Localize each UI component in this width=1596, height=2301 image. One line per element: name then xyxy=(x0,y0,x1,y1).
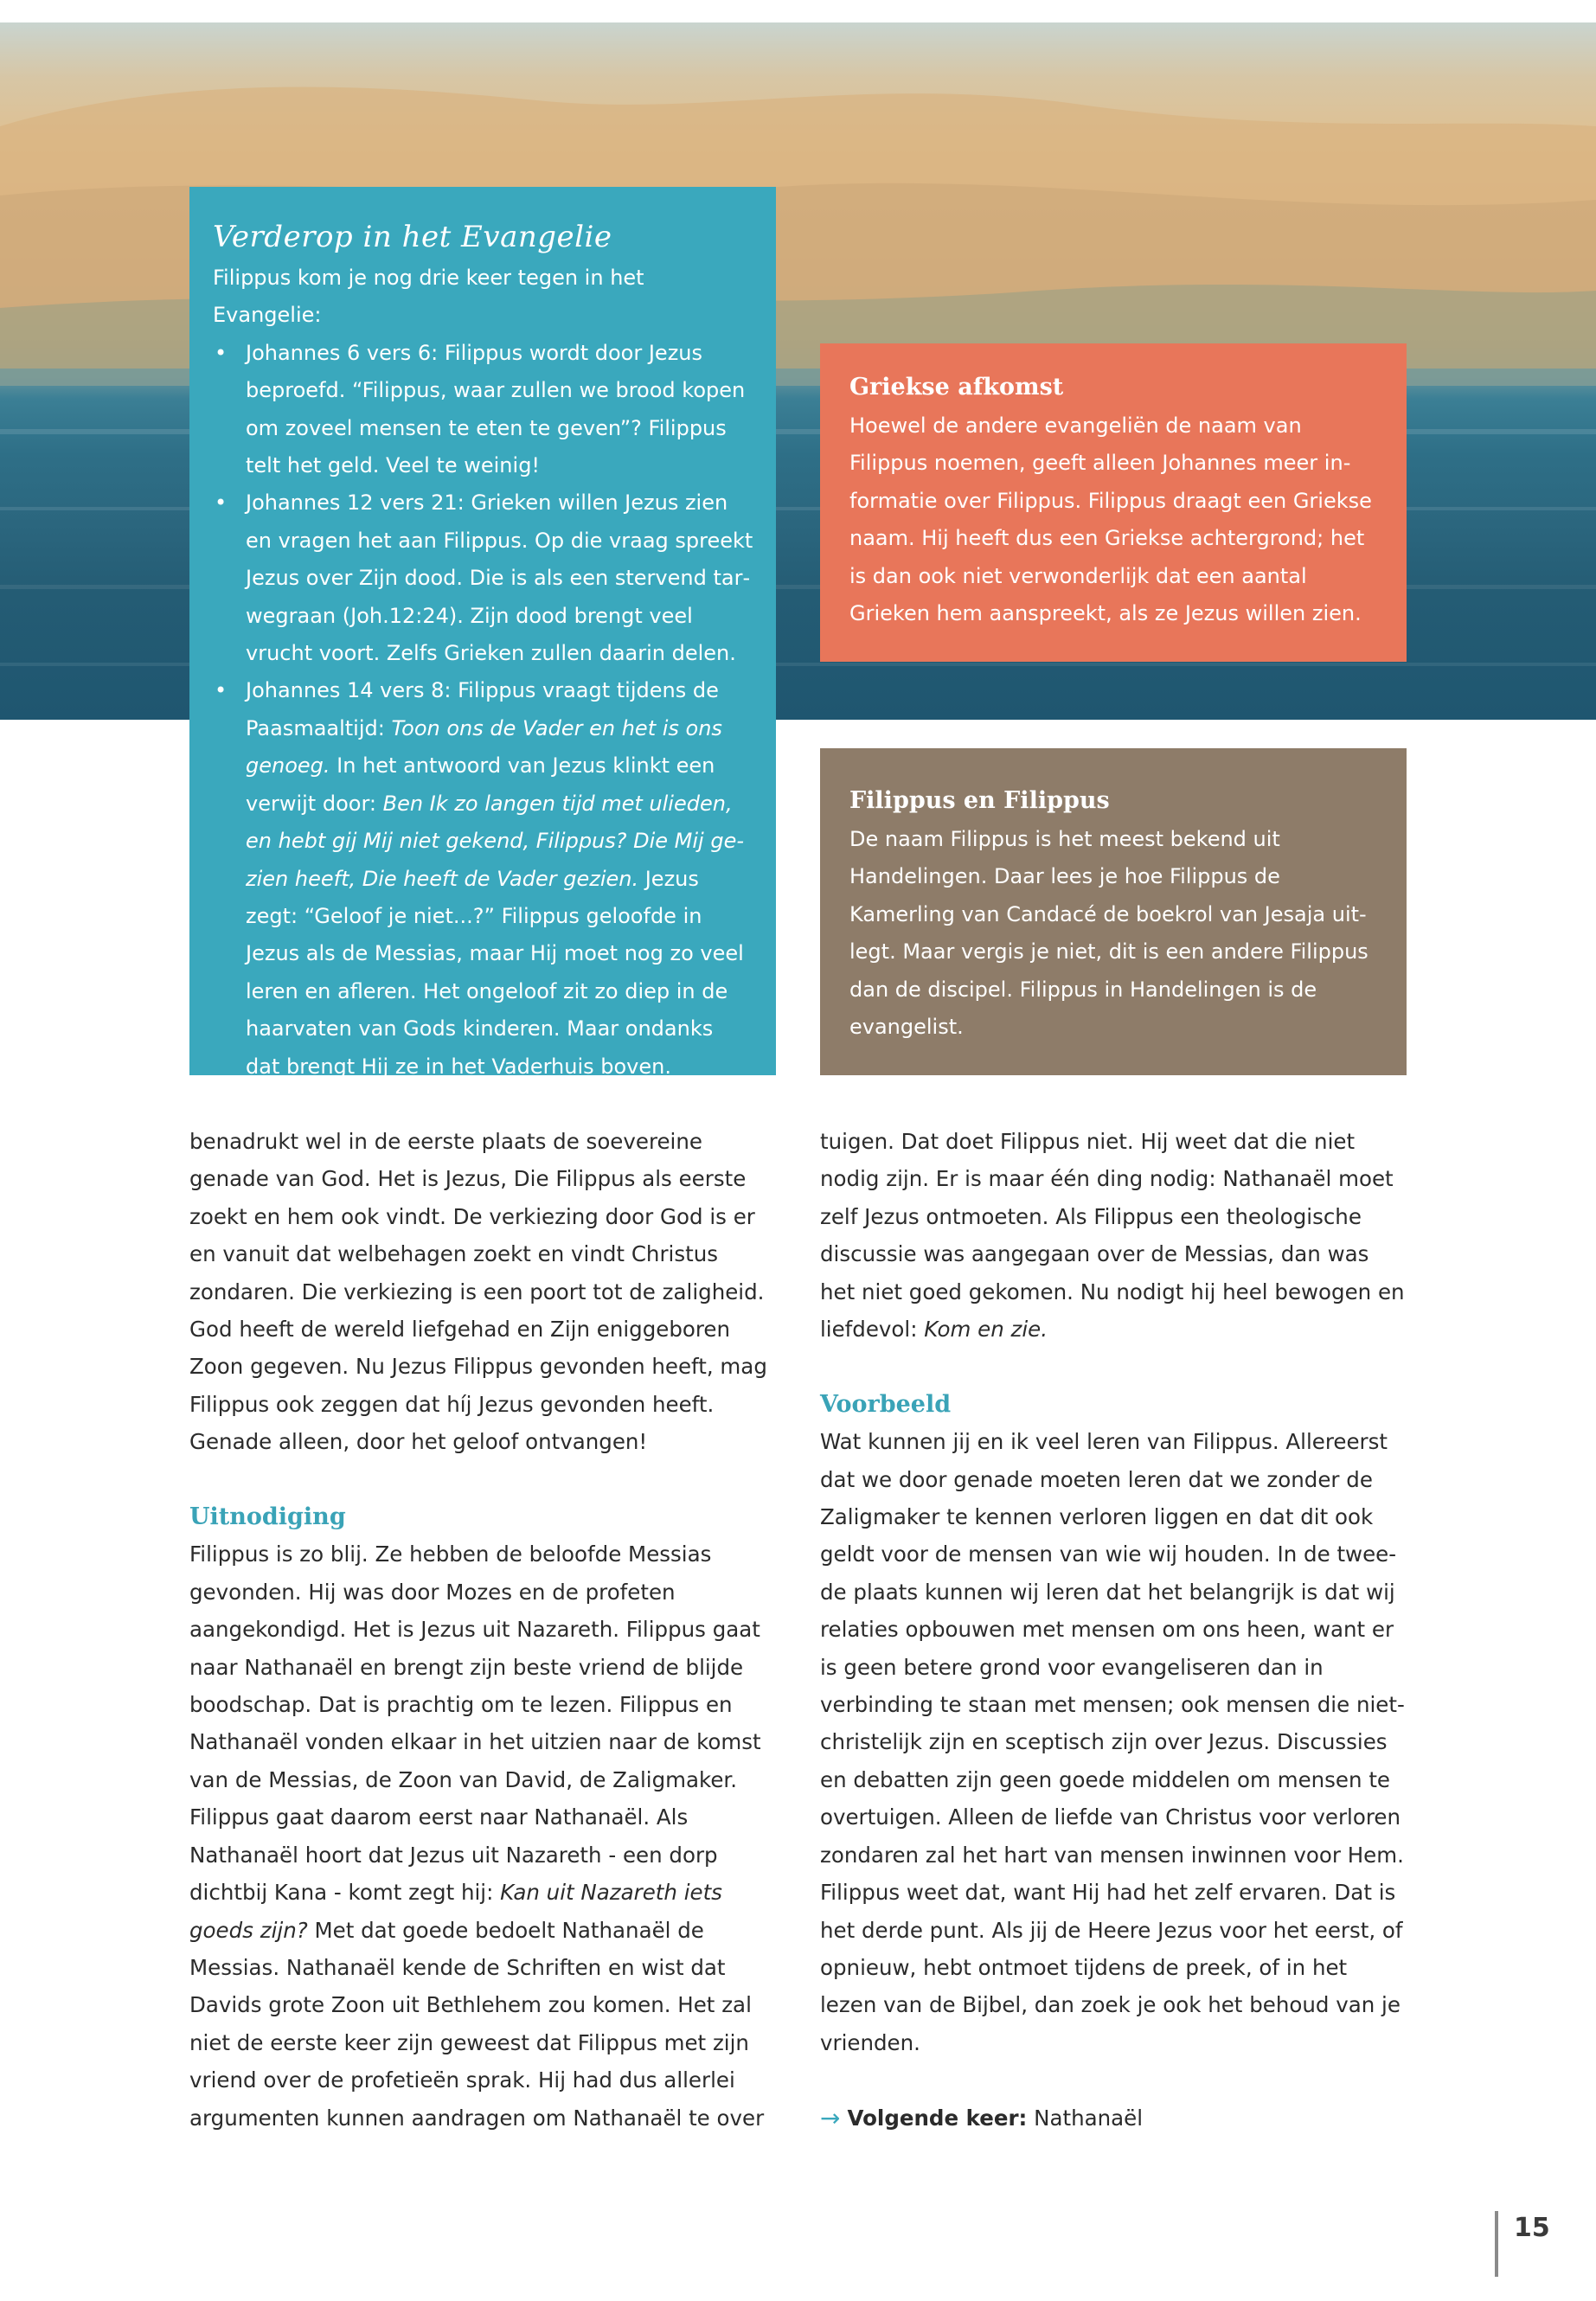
next-issue-label: Volgende keer: xyxy=(847,2105,1028,2131)
orange-box-title: Griekse afkomst xyxy=(849,374,1064,401)
left-text-column xyxy=(189,1123,778,2137)
left-paragraph-1: benadrukt wel in de eerste plaats de soevereine genade van God. Het is Jezus, Die Filippus als eerste zoekt en hem ook vindt. De verkiezing door God is er en vanuit dat welbehagen zoekt en vindt Christus zondaren. Die verkiezing is een poort tot de zaligheid. God heeft de wereld liefgehad en Zijn eniggeboren Zoon gegeven. Nu Jezus Filippus gevonden heeft, mag Filippus ook zeggen dat híj Jezus gevonden heeft. Genade alleen, door het geloof ontvangen! xyxy=(189,1129,767,1455)
left-paragraph-2-a: Filippus is zo blij. Ze hebben de beloofde Messias gevonden. Hij was door Mozes en de profeten aangekondigd. Het is Jezus uit Nazareth. Filippus gaat naar Nathanaël en brengt zijn beste vriend de blijde boodschap. Dat is prachtig om te lezen. Filippus en Nathanaël vonden elkaar in het uitzien naar de komst van de Messias, de Zoon van David, de Zaligmaker. Filippus gaat daarom eerst naar Nathanaël. Als Nathanaël hoort dat Jezus uit Nazareth - een dorp dichtbij Kana - komt zegt hij: xyxy=(189,1541,761,1906)
right-paragraph-1 xyxy=(820,1123,1408,1348)
item3-quote-1: Toon ons de Vader en het is ons genoeg. xyxy=(246,715,722,779)
list-item xyxy=(213,672,753,1085)
spacer xyxy=(820,2061,1408,2099)
section-heading-voorbeeld: Voorbeeld xyxy=(820,1390,952,1418)
orange-box-text: Hoewel de andere evangeliën de naam van Filippus noemen, geeft alleen Johannes meer informatie over Filippus. Filippus draagt een Griekse naam. Hij heeft dus een Griekse achtergrond; het is dan ook niet verwonderlijk dat een aantal Grieken hem aanspreekt, als ze Jezus willen zien. xyxy=(849,413,1372,626)
next-issue-text xyxy=(847,2099,1143,2137)
item3-text-a: Johannes 14 vers 8: Filippus vraagt tijdens de Paasmaaltijd: xyxy=(246,678,719,740)
right-text-column xyxy=(820,1123,1408,2137)
item3-text-e: Jezus zegt: “Geloof je niet...?” Filippus geloofde in Jezus als de Messias, maar Hij moet nog zo veel leren en afleren. Het ongeloof zit zo diep in de haarvaten van Gods kinderen. Maar ondanks dat brengt Hij ze in het Vaderhuis boven. xyxy=(246,866,744,1079)
next-issue-value: Nathanaël xyxy=(1027,2105,1144,2131)
list-item: • Johannes 12 vers 21: Grieken willen Jezus zien en vragen het aan Filippus. Op die vraag spreekt Jezus over Zijn dood. Die is als een stervend tarwegraan (Joh.12:24). Zijn dood brengt veel vrucht voort. Zelfs Grieken zullen daarin delen. xyxy=(213,484,753,672)
page-number: 15 xyxy=(1495,2211,1547,2277)
item3-text-c: In het antwoord van Jezus klinkt een verwijt door: xyxy=(246,753,715,816)
blue-box-list xyxy=(213,335,753,1086)
left-paragraph-2 xyxy=(189,1535,778,2137)
brown-box-text: De naam Filippus is het meest bekend uit Handelingen. Daar lees je hoe Filippus de Kamerling van Candacé de boekrol van Jesaja uitlegt. Maar vergis je niet, dit is een andere Filippus dan de discipel. Filippus in Handelingen is de evangelist. xyxy=(849,827,1368,1040)
left-paragraph-2-quote: Kan uit Nazareth iets goeds zijn? xyxy=(189,1880,722,1943)
brown-sidebar-box xyxy=(820,748,1407,1075)
right-paragraph-1-quote: Kom en zie. xyxy=(924,1317,1048,1343)
list-item: • Johannes 6 vers 6: Filippus wordt door Jezus beproefd. “Filippus, waar zullen we brood kopen om zoveel mensen te eten te geven”? Filippus telt het geld. Veel te weinig! xyxy=(213,335,753,485)
blue-box-intro: Filippus kom je nog drie keer tegen in het Evangelie: xyxy=(213,266,644,328)
arrow-right-icon: → xyxy=(820,2103,841,2132)
left-paragraph-2-c: Met dat goede bedoelt Nathanaël de Messias. Nathanaël kende de Schriften en wist dat Davids grote Zoon uit Bethlehem zou komen. Het zal niet de eerste keer zijn geweest dat Filippus met zijn vriend over de profetieën sprak. Hij had dus allerlei argumenten kunnen aandragen om Nathanaël te over xyxy=(189,1917,765,2131)
blue-sidebar-box xyxy=(189,187,776,1079)
spacer xyxy=(189,1461,778,1498)
item3-quote-2: Ben Ik zo langen tijd met ulieden, en hebt gij Mij niet gekend, Filippus? Die Mij gezien heeft, Die heeft de Vader gezien. xyxy=(246,791,745,891)
spacer xyxy=(820,1348,1408,1385)
next-issue-line xyxy=(820,2099,1408,2137)
brown-box-title: Filippus en Filippus xyxy=(849,787,1110,814)
orange-sidebar-box xyxy=(820,343,1407,662)
section-heading-uitnodiging: Uitnodiging xyxy=(189,1503,346,1531)
right-paragraph-2: Wat kunnen jij en ik veel leren van Filippus. Allereerst dat we door genade moeten leren dat we zonder de Zaligmaker te kennen verloren liggen en dat dit ook geldt voor de mensen van wie wij houden. In de tweede plaats kunnen wij leren dat het belangrijk is dat wij relaties opbouwen met mensen om ons heen, want er is geen betere grond voor evangeliseren dan in verbinding te staan met mensen; ook mensen die niet-christelijk zijn en sceptisch zijn over Jezus. Discussies en debatten zijn geen goede middelen om mensen te overtuigen. Alleen de liefde van Christus voor verloren zondaren zal het hart van mensen inwinnen voor Hem. Filippus weet dat, want Hij had het zelf ervaren. Dat is het derde punt. Als jij de Heere Jezus voor het eerst, of opnieuw, hebt ontmoet tijdens de preek, of in het lezen van de Bijbel, dan zoek je ook het behoud van je vrienden. xyxy=(820,1429,1405,2055)
blue-box-title: Verderop in het Evangelie xyxy=(213,220,612,254)
right-paragraph-1-a: tuigen. Dat doet Filippus niet. Hij weet dat die niet nodig zijn. Er is maar één ding nodig: Nathanaël moet zelf Jezus ontmoeten. Als Filippus een theologische discussie was aangegaan over de Messias, dan was het niet goed gekomen. Nu nodigt hij heel bewogen en liefdevol: xyxy=(820,1129,1405,1343)
